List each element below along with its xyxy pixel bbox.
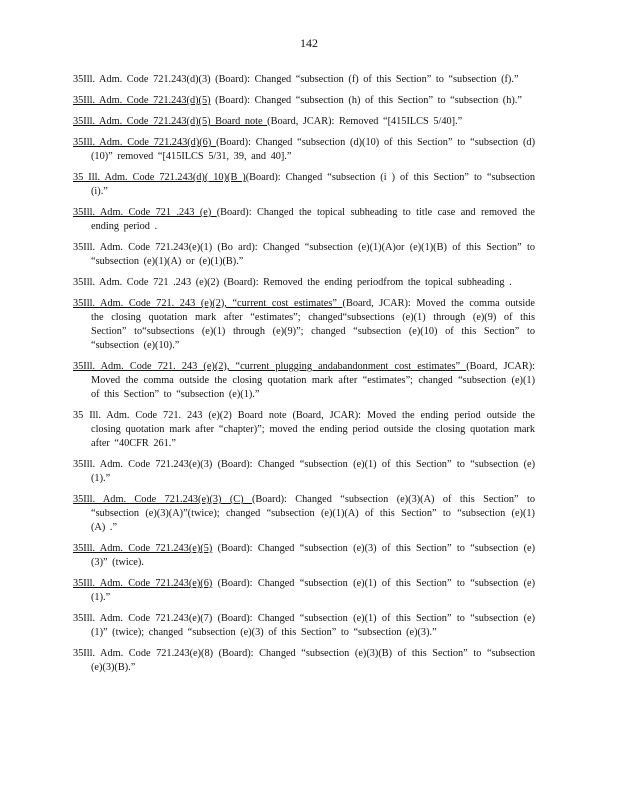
entry-citation: 35Ill. Adm. Code 721.243(d)(3) — [73, 74, 211, 85]
entry-citation: 35Ill. Adm. Code 721 .243 (e)(2) — [73, 277, 220, 288]
entry-description: (Board): Changed “subsection (e)(3) of this Section” to “subsection (e)(3)” (twice). — [91, 543, 536, 568]
entry-citation: 35Ill. Adm. Code 721.243(e)(3) (C) — [73, 494, 252, 505]
entry-description: (Board): Changed the topical subheading to title case and removed the ending period . — [91, 207, 536, 232]
errata-entry — [73, 612, 535, 640]
entry-description: (Board): Changed “subsection (e)(3)(B) of this Section” to “subsection (e)(3)(B).” — [91, 648, 535, 673]
entry-citation: 35Ill. Adm. Code 721. 243 (e)(2), “current cost estimates” — [73, 298, 343, 309]
entry-description: (Board): Changed “subsection (e)(3)(A) of this Section” to “subsection (e)(3)(A)”(twice); changed “subsection (e)(1)(A) of this Section” to “subsection (e)(1) (A) .” — [91, 494, 535, 533]
errata-entry — [73, 115, 535, 129]
entry-citation: 35Ill. Adm. Code 721. 243 (e)(2), “current plugging andabandonment cost estimates” — [73, 361, 467, 372]
errata-entry — [73, 94, 535, 108]
entry-citation: 35Ill. Adm. Code 721.243(d)(5) — [73, 95, 211, 106]
entry-citation: 35Ill. Adm. Code 721.243(d)(5) Board note — [73, 116, 268, 127]
errata-entry — [73, 493, 535, 535]
errata-entry — [73, 577, 535, 605]
entry-citation: 35Ill. Adm. Code 721.243(e)(7) — [73, 613, 213, 624]
entry-citation: 35Ill. Adm. Code 721.243(d)(6) — [73, 137, 217, 148]
errata-entry — [73, 647, 535, 675]
errata-entry — [73, 409, 535, 451]
entry-description: (Board, JCAR): Moved the ending period outside the closing quotation mark after “chapter)”; moved the ending period outside the closing quotation mark after “40CFR 261.” — [91, 410, 535, 449]
errata-entry — [73, 206, 535, 234]
entry-citation: 35Ill. Adm. Code 721.243(e)(3) — [73, 459, 213, 470]
errata-entry — [73, 171, 535, 199]
entry-description: (Board): Removed the ending periodfrom the topical subheading . — [219, 277, 512, 288]
entry-description: (Board): Changed “subsection (e)(1) of this Section” to “subsection (e)(1).” — [91, 578, 536, 603]
errata-entry — [73, 73, 535, 87]
entry-description: (Board): Changed “subsection (e)(1) of this Section” to “subsection (e)(1)” (twice); changed “subsection (e)(3) of this Section” to “subsection (e)(3).” — [91, 613, 536, 638]
errata-entry — [73, 458, 535, 486]
entry-citation: 35Ill. Adm. Code 721 .243 (e) — [73, 207, 217, 218]
errata-entry — [73, 136, 535, 164]
entry-description: (Board, JCAR): Removed “[415ILCS 5/40].” — [267, 116, 463, 127]
entry-citation: 35 Ill. Adm. Code 721.243(d)( 10)(B ) — [73, 172, 246, 183]
entry-citation: 35Ill. Adm. Code 721.243(e)(5) — [73, 543, 213, 554]
entry-description: (Board): Changed “subsection (i ) of this Section” to “subsection (i).” — [91, 172, 536, 197]
entry-description: (Board): Changed “subsection (f) of this Section” to “subsection (f).” — [210, 74, 519, 85]
entry-description: (Bo ard): Changed “subsection (e)(1)(A)or (e)(1)(B) of this Section” to “subsection (e)(1)(A) or (e)(1)(B).” — [91, 242, 535, 267]
entry-description: (Board): Changed “subsection (e)(1) of this Section” to “subsection (e)(1).” — [91, 459, 536, 484]
entry-description: (Board, JCAR): Moved the comma outside the closing quotation mark after “estimates”; changed“subsections (e)(1) through (e)(9) of this Section” to“subsections (e)(1) through (e)(9)”; changed “subsection (e)(10) of this Section” to “subsection (e)(10).” — [91, 298, 535, 351]
entry-citation: 35Ill. Adm. Code 721.243(e)(8) — [73, 648, 214, 659]
errata-list — [73, 73, 535, 682]
errata-entry — [73, 297, 535, 353]
errata-entry — [73, 241, 535, 269]
entry-citation: 35 Ill. Adm. Code 721. 243 (e)(2) Board note — [73, 410, 287, 421]
entry-description: (Board, JCAR): Moved the comma outside the closing quotation mark after “estimates”; changed “subsection (e)(1) of this Section” to “subsection (e)(1).” — [91, 361, 535, 400]
entry-description: (Board): Changed “subsection (d)(10) of this Section” to “subsection (d)(10)” removed “[415ILCS 5/31, 39, and 40].” — [91, 137, 535, 162]
errata-entry — [73, 542, 535, 570]
errata-entry — [73, 276, 535, 290]
page-number: 142 — [300, 36, 318, 50]
errata-entry — [73, 360, 535, 402]
entry-citation: 35Ill. Adm. Code 721.243(e)(1) — [73, 242, 213, 253]
entry-citation: 35Ill. Adm. Code 721.243(e)(6) — [73, 578, 213, 589]
entry-description: (Board): Changed “subsection (h) of this Section” to “subsection (h).” — [210, 95, 522, 106]
